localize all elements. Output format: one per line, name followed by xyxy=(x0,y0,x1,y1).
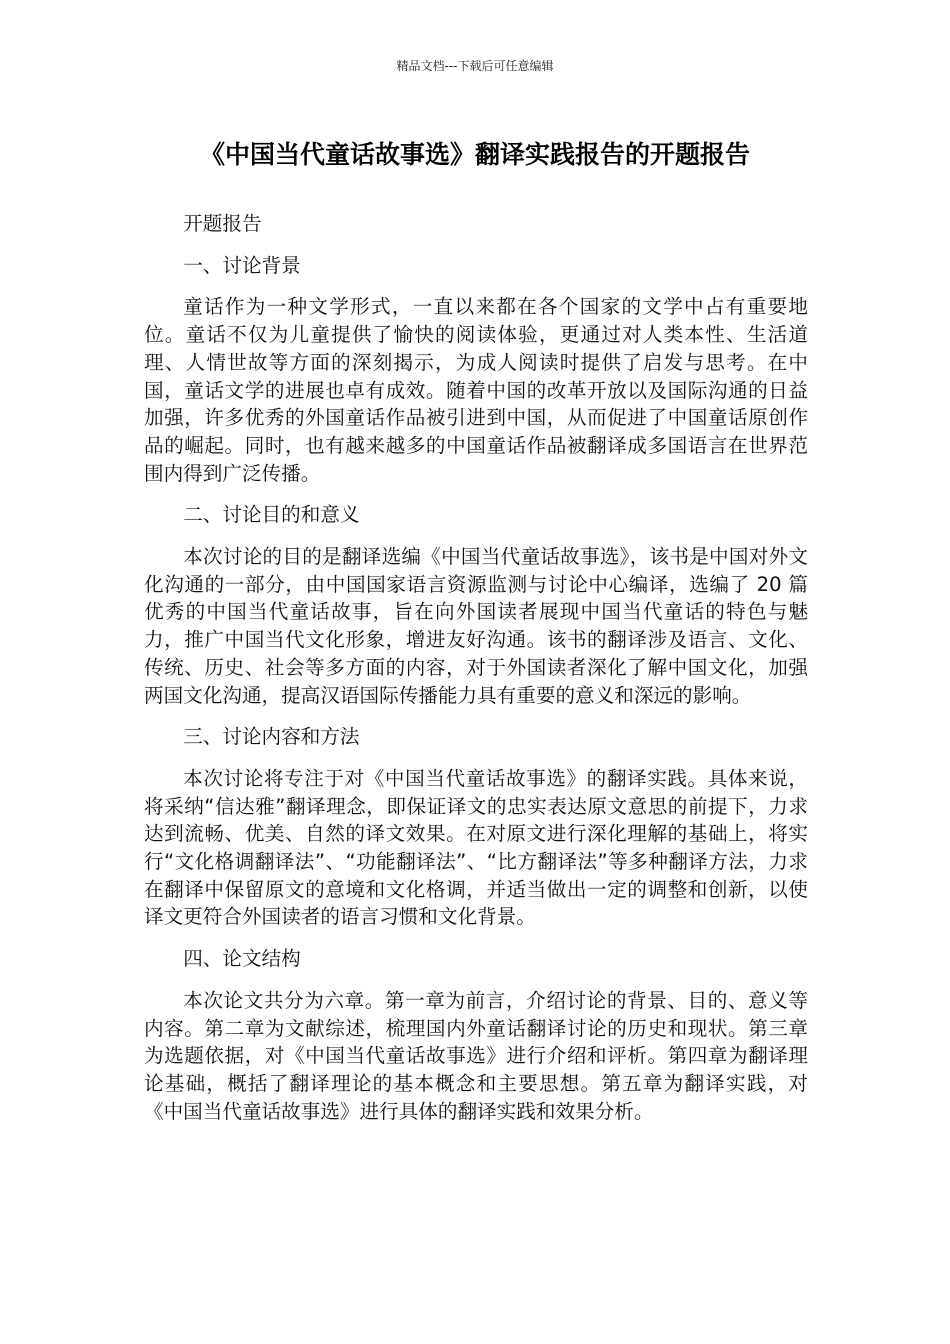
paragraph-purpose: 本次讨论的目的是翻译选编《中国当代童话故事选》，该书是中国对外文化沟通的一部分，由中国国家语言资源监测与讨论中心编译，选编了 20 篇优秀的中国当代童话故事，旨在向外国读者展现中国当代童话的特色与魅力，推广中国当代文化形象，增进友好沟通。该书的翻译涉及语言、文化、传统、历史、社会等多方面的内容，对于外国读者深化了解中国文化，加强两国文化沟通，提高汉语国际传播能力具有重要的意义和深远的影响。 xyxy=(144,545,808,707)
section-heading-report: 开题报告 xyxy=(183,212,262,235)
section-heading-purpose: 二、讨论目的和意义 xyxy=(183,503,360,527)
header-note: 精品文档---下载后可任意编辑 xyxy=(396,59,554,73)
section-heading-background: 一、讨论背景 xyxy=(183,253,301,277)
document-title: 《中国当代童话故事选》翻译实践报告的开题报告 xyxy=(199,140,750,169)
paragraph-structure: 本次论文共分为六章。第一章为前言，介绍讨论的背景、目的、意义等内容。第二章为文献综述，梳理国内外童话翻译讨论的历史和现状。第三章为选题依据，对《中国当代童话故事选》进行介绍和评析。第四章为翻译理论基础，概括了翻译理论的基本概念和主要思想。第五章为翻译实践，对《中国当代童话故事选》进行具体的翻译实践和效果分析。 xyxy=(144,988,808,1123)
section-heading-structure: 四、论文结构 xyxy=(183,947,301,971)
document-body xyxy=(144,210,808,1139)
paragraph-method: 本次讨论将专注于对《中国当代童话故事选》的翻译实践。具体来说，将采纳“信达雅”翻译理念，即保证译文的忠实表达原文意思的前提下，力求达到流畅、优美、自然的译文效果。在对原文进行深化理解的基础上，将实行“文化格调翻译法”、“功能翻译法”、“比方翻译法”等多种翻译方法，力求在翻译中保留原文的意境和文化格调，并适当做出一定的调整和创新，以使译文更符合外国读者的语言习惯和文化背景。 xyxy=(144,766,808,929)
section-heading-method: 三、讨论内容和方法 xyxy=(183,725,360,749)
paragraph-background: 童话作为一种文学形式，一直以来都在各个国家的文学中占有重要地位。童话不仅为儿童提供了愉快的阅读体验，更通过对人类本性、生活道理、人情世故等方面的深刻揭示，为成人阅读时提供了启发与思考。在中国，童话文学的进展也卓有成效。随着中国的改革开放以及国际沟通的日益加强，许多优秀的外国童话作品被引进到中国，从而促进了中国童话原创作品的崛起。同时，也有越来越多的中国童话作品被翻译成多国语言在世界范围内得到广泛传播。 xyxy=(144,295,808,485)
